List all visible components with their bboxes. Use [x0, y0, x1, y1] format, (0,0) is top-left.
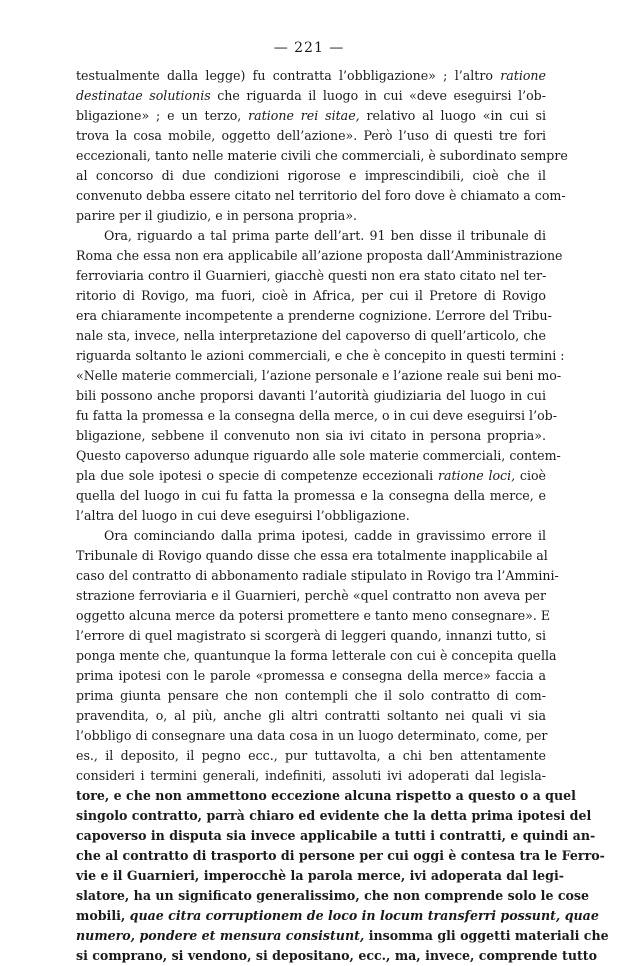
text-line	[76, 646, 557, 666]
text-run: singolo contratto, parrà chiaro ed evidente che la detta prima ipotesi del	[76, 808, 592, 823]
text-line	[76, 86, 546, 106]
text-run: Ora cominciando dalla prima ipotesi, cadde in gravissimo errore il	[104, 528, 546, 543]
text-line	[76, 806, 592, 826]
text-line	[76, 866, 564, 886]
text-run: che riguarda il luogo in cui «deve eseguirsi l’ob-	[210, 88, 546, 103]
text-run: al concorso di due condizioni rigorose e imprescindibili, cioè che il	[76, 168, 546, 183]
text-line	[76, 706, 546, 726]
text-run: fu fatta la promessa e la consegna della merce, o in cui deve eseguirsi l’ob-	[76, 408, 557, 423]
text-line	[76, 666, 546, 686]
text-line	[76, 166, 546, 186]
text-line	[76, 606, 551, 626]
text-line	[76, 886, 590, 906]
text-run: Ora, riguardo a tal prima parte dell’art. 91 ben disse il tribunale di	[104, 228, 546, 243]
text-line	[76, 66, 546, 86]
text-line	[76, 506, 546, 526]
text-line	[76, 266, 546, 286]
text-line	[76, 326, 546, 346]
text-line	[76, 826, 596, 846]
text-line	[76, 386, 546, 406]
text-run: prima giunta pensare che non contempli che il solo contratto di com-	[76, 688, 546, 703]
text-run: eccezionali, tanto nelle materie civili che commerciali, è subordinato sempre	[76, 148, 568, 163]
text-line	[76, 446, 561, 466]
italic-text: ratione loci,	[437, 468, 516, 483]
text-run: l’errore di quel magistrato si scorgerà di leggeri quando, innanzi tutto, si	[76, 628, 546, 643]
text-line	[76, 426, 546, 446]
text-run: quella del luogo in cui fu fatta la promessa e la consegna della merce, e	[76, 488, 546, 503]
text-line	[76, 566, 559, 586]
text-line	[76, 526, 546, 546]
text-line	[76, 406, 557, 426]
text-line	[76, 546, 546, 566]
text-run: nale sta, invece, nella interpretazione del capoverso di quell’articolo, che	[76, 328, 546, 343]
text-run: Tribunale di Rovigo quando disse che essa era totalmente inapplicabile al	[76, 548, 548, 563]
text-run: era chiaramente incompetente a prenderne cognizione. L’errore del Tribu-	[76, 308, 552, 323]
page-number: — 221 —	[273, 40, 345, 56]
text-run: tore, e che non ammettono eccezione alcuna rispetto a questo o a quel	[76, 788, 576, 803]
text-line	[76, 726, 546, 746]
text-run: che al contratto di trasporto di persone per cui oggi è contesa tra le Ferro-	[76, 848, 605, 863]
text-run: «Nelle materie commerciali, l’azione personale e l’azione reale sui beni mo-	[76, 368, 562, 383]
text-run: caso del contratto di abbonamento radiale stipulato in Rovigo tra l’Ammini-	[76, 568, 559, 583]
text-run: capoverso in disputa sia invece applicabile a tutti i contratti, e quindi an-	[76, 828, 596, 843]
text-line	[76, 946, 598, 966]
text-line	[76, 686, 546, 706]
text-line	[76, 346, 565, 366]
text-line	[76, 466, 546, 486]
text-run: si comprano, si vendono, si depositano, ecc., ma, invece, comprende tutto	[76, 948, 598, 963]
text-run: l’obbligo di consegnare una data cosa in un luogo determinato, come, per	[76, 728, 548, 743]
text-line	[76, 146, 568, 166]
text-run: relativo al luogo «in cui si	[359, 108, 547, 123]
text-run: Roma che essa non era applicabile all’azione proposta dall’Amministrazione	[76, 248, 563, 263]
text-line	[76, 926, 609, 946]
text-run: trova la cosa mobile, oggetto dell’azione». Però l’uso di questi tre fori	[76, 128, 546, 143]
text-run: Questo capoverso adunque riguardo alle sole materie commerciali, contem-	[76, 448, 561, 463]
text-run: parire per il giudizio, e in persona propria».	[76, 208, 358, 223]
text-line	[76, 246, 563, 266]
text-run: es., il deposito, il pegno ecc., pur tuttavolta, a chi ben attentamente	[76, 748, 546, 763]
text-run: bili possono anche proporsi davanti l’autorità giudiziaria del luogo in cui	[76, 388, 546, 403]
text-run: riguarda soltanto le azioni commerciali, e che è concepito in questi termini :	[76, 348, 565, 363]
text-run: pravendita, o, al più, anche gli altri contratti soltanto nei quali vi sia	[76, 708, 546, 723]
text-line	[76, 586, 546, 606]
text-line	[76, 106, 546, 126]
text-body	[76, 66, 609, 966]
text-line	[76, 286, 546, 306]
italic-text: quae citra corruptionem de loco in locum transferri possunt, quae	[129, 908, 599, 923]
text-run: ritorio di Rovigo, ma fuori, cioè in Africa, per cui il Pretore di Rovigo	[76, 288, 546, 303]
text-run: bligazione, sebbene il convenuto non sia ivi citato in persona propria».	[76, 428, 546, 443]
text-run: prima ipotesi con le parole «promessa e consegna della merce» faccia a	[76, 668, 546, 683]
italic-text: ratione	[500, 68, 546, 83]
text-run: bligazione» ; e un terzo,	[76, 108, 249, 123]
text-run: oggetto alcuna merce da potersi promettere e tanto meno consegnare». E	[76, 608, 551, 623]
text-run: ferroviaria contro il Guarnieri, giacchè questi non era stato citato nel ter-	[76, 268, 547, 283]
text-line	[76, 186, 566, 206]
text-line	[76, 746, 546, 766]
text-run: slatore, ha un significato generalissimo, che non comprende solo le cose	[76, 888, 590, 903]
text-line	[76, 306, 552, 326]
text-line	[76, 226, 546, 246]
text-run: ponga mente che, quantunque la forma letterale con cui è concepita quella	[76, 648, 557, 663]
text-line	[76, 486, 546, 506]
text-run: testualmente dalla legge) fu contratta l’obbligazione» ; l’altro	[76, 68, 501, 83]
text-line	[76, 366, 562, 386]
text-run: consideri i termini generali, indefiniti, assoluti ivi adoperati dal legisla-	[76, 768, 546, 783]
italic-text: destinatae solutionis	[76, 88, 211, 103]
text-run: strazione ferroviaria e il Guarnieri, perchè «quel contratto non aveva per	[76, 588, 546, 603]
italic-text: ratione rei sitae,	[248, 108, 360, 123]
text-line	[76, 126, 546, 146]
text-run: pla due sole ipotesi o specie di competenze eccezionali	[76, 468, 438, 483]
text-run: vie e il Guarnieri, imperocchè la parola merce, ivi adoperata dal legi-	[76, 868, 564, 883]
text-run: mobili,	[76, 908, 130, 923]
text-run: insomma gli oggetti materiali che	[364, 928, 609, 943]
italic-text: numero, pondere et mensura consistunt,	[76, 928, 365, 943]
text-line	[76, 906, 599, 926]
text-run: convenuto debba essere citato nel territorio del foro dove è chiamato a com-	[76, 188, 566, 203]
text-line	[76, 786, 576, 806]
text-line	[76, 766, 546, 786]
text-run: l’altra del luogo in cui deve eseguirsi l’obbligazione.	[76, 508, 410, 523]
text-line	[76, 846, 605, 866]
text-line	[76, 626, 546, 646]
text-line	[76, 206, 546, 226]
text-run: cioè	[515, 468, 547, 483]
